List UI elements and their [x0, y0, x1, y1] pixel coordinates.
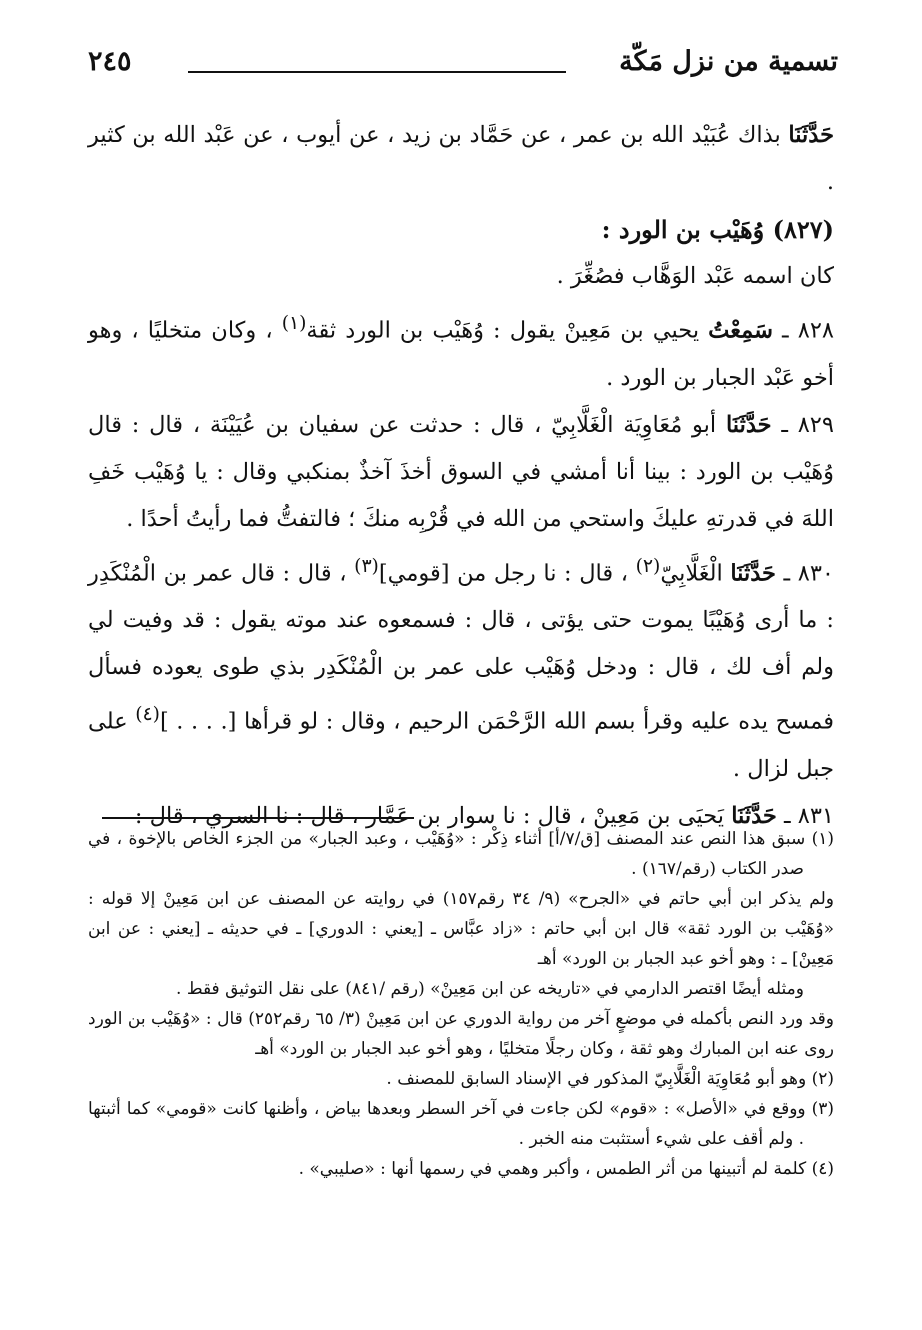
entry-number: ٨٣٠ ـ	[775, 560, 834, 586]
footnote-4: (٤) كلمة لم أتبينها من أثر الطمس ، وأكبر وهمي في رسمها أنها : «صليبي» .	[298, 1159, 834, 1179]
paragraph-text: ، وكان متخليًا ، وهو أخو عَبْد الجبار بن الورد .	[88, 317, 834, 391]
paragraph-text: يحيي بن مَعِينْ يقول : وُهَيْب بن الورد ثقة	[306, 317, 709, 344]
paragraph-827: كان اسمه عَبْد الوَهَّاب فصُغِّرَ .	[556, 263, 834, 289]
footnote-2: (٢) وهو أبو مُعَاوِيَة الْغَلَّابِيّ المذكور في الإسناد السابق للمصنف .	[386, 1069, 834, 1089]
footnotes	[88, 824, 834, 1184]
footnote-ref-1: (١)	[281, 313, 307, 334]
footnote-ref-3: (٣)	[354, 555, 379, 577]
paragraph-830	[88, 543, 834, 793]
header-rule	[188, 71, 566, 73]
narration-lead: حَدَّثَنَا	[731, 802, 777, 829]
entry-number: ٨٣١ ـ	[776, 802, 834, 829]
paragraph-826-end	[88, 112, 834, 206]
entry-number: ٨٢٨ ـ	[772, 317, 834, 344]
page-header	[88, 44, 838, 88]
footnote-1-continued: ومثله أيضًا اقتصر الدارمي في «تاريخه عن ابن مَعِينْ» (رقم /٨٤١) على نقل التوثيق فقط .	[176, 979, 804, 999]
paragraph-829	[88, 402, 834, 543]
paragraph-text: ، قال : نا رجل من [قومي]	[378, 560, 636, 586]
footnote-separator	[102, 817, 414, 819]
main-text	[88, 112, 834, 840]
footnote-1: (١) سبق هذا النص عند المصنف [ق/٧/أ] أثناء ذِكْر : «وُهَيْب ، وعبد الجبار» من الجزء الخاص بالإخوة ، في صدر الكتاب (رقم/١٦٧) .	[88, 829, 834, 879]
narration-lead: سَمِعْتُ	[708, 317, 773, 344]
paragraph-text: يَحيَى بن مَعِينْ ، قال : نا سوار بن عَمَّار ، قال : نا السري ، قال :	[134, 802, 732, 829]
narration-lead: حَدَّثَنَا	[725, 411, 772, 438]
footnote-ref-2: (٢)	[635, 555, 661, 577]
narration-lead: حَدَّثَنَا	[788, 122, 834, 148]
entry-heading-827: (٨٢٧) وُهَيْب بن الورد :	[601, 215, 834, 244]
paragraph-text: ، قال : قال عمر بن الْمُنْكَدِر : ما أرى وُهَيْبًا يموت حتى يؤتى ، قال : فسمعوه عند موته يقول : قد وفيت لي ولم أف لك ، قال : ودخل وُهَيْب على عمر بن الْمُنْكَدِر بذي طوى يعوده فسأل فمسح يده عليه وقرأ بسم الله الرَّحْمَن الرحيم ، وقال : لو قرأها [. . . . ]	[88, 560, 834, 735]
footnote-3: (٣) ووقع في «الأصل» : «قوم» لكن جاءت في آخر السطر وبعدها بياض ، وأظنها كانت «قومي» كما أثبتها . ولم أقف على شيء أستثبت منه الخبر .	[88, 1099, 834, 1149]
paragraph-text: الْغَلَّابِيّ	[660, 560, 731, 586]
footnote-1-continued: ولم يذكر ابن أبي حاتم في «الجرح» (٩/ ٣٤ رقم١٥٧) في روايته عن المصنف عن ابن مَعِينْ إلا قوله : «وُهَيْب بن الورد ثقة» قال ابن أبي حاتم : «زاد عبَّاس ـ [يعني : الدوري] ـ في حديثه ـ [يعني : عن ابن مَعِينْ] ـ : وهو أخو عبد الجبار بن الورد» أهـ	[88, 889, 834, 969]
paragraph-828	[88, 300, 834, 402]
narration-lead: حَدَّثَنَا	[730, 560, 776, 586]
paragraph-text: أبو مُعَاوِيَة الْغَلَّابِيّ ، قال : حدثت عن سفيان بن عُيَيْنَة ، قال : قال وُهَيْب بن الورد : بينا أنا أمشي في السوق أخذَ آخذٌ بمنكبي وقال : يا وُهَيْب خَفِ اللهَ في قدرتهِ عليكَ واستحي من الله في قُرْبِه منكَ ؛ فالتفتُّ فما رأيتُ أحدًا .	[88, 411, 834, 532]
footnote-ref-4: (٤)	[135, 704, 160, 725]
paragraph-text: بذاك عُبَيْد الله بن عمر ، عن حَمَّاد بن زيد ، عن أيوب ، عن عَبْد الله بن كثير .	[88, 122, 834, 195]
paragraph-text: على جبل لزال .	[88, 708, 834, 782]
entry-number: ٨٢٩ ـ	[771, 411, 834, 438]
page-number: ٢٤٥	[88, 46, 132, 77]
running-title: تسمية من نزل مَكّة	[619, 46, 838, 77]
footnote-1-continued: وقد ورد النص بأكمله في موضعٍ آخر من رواية الدوري عن ابن مَعِينْ (٣/ ٦٥ رقم٢٥٢) قال : «وُهَيْب بن الورد روى عنه ابن المبارك وهو ثقة ، وكان رجلًا متخليًا ، وهو أخو عبد الجبار بن الورد» أهـ	[88, 1009, 834, 1059]
